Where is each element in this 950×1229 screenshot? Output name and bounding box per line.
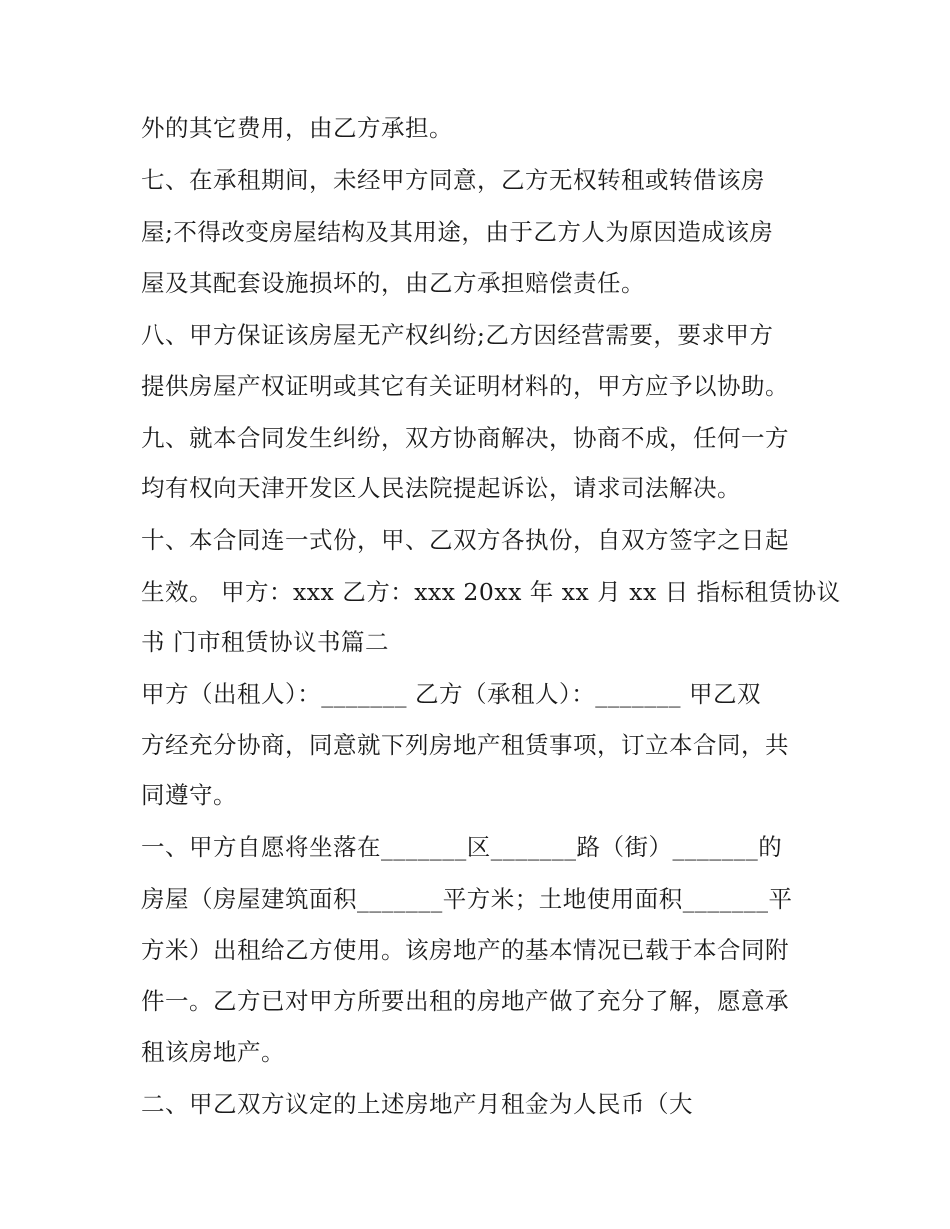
text-line: 八、甲方保证该房屋无产权纠纷;乙方因经营需要，要求甲方 (141, 321, 774, 349)
text-line: 书 门市租赁协议书篇二 (141, 628, 389, 656)
text-line: 生效。 甲方：xxx 乙方：xxx 20xx 年 xx 月 xx 日 指标租赁协议 (141, 578, 841, 606)
text-line: 屋;不得改变房屋结构及其用途，由于乙方人为原因造成该房 (141, 218, 774, 246)
text-line: 一、甲方自愿将坐落在_______区_______路（街）_______的 (141, 833, 783, 861)
text-line: 方米）出租给乙方使用。该房地产的基本情况已载于本合同附 (141, 936, 789, 964)
text-line: 提供房屋产权证明或其它有关证明材料的，甲方应予以协助。 (141, 372, 789, 400)
text-line: 均有权向天津开发区人民法院提起诉讼，请求司法解决。 (141, 474, 741, 502)
text-line: 外的其它费用，由乙方承担。 (141, 114, 453, 142)
text-line: 十、本合同连一式份，甲、乙双方各执份，自双方签字之日起 (141, 526, 789, 554)
text-line: 七、在承租期间，未经甲方同意，乙方无权转租或转借该房 (141, 166, 765, 194)
text-line: 租该房地产。 (141, 1038, 285, 1066)
text-line: 同遵守。 (141, 781, 237, 809)
text-line: 方经充分协商，同意就下列房地产租赁事项，订立本合同，共 (141, 731, 789, 759)
text-line: 件一。乙方已对甲方所要出租的房地产做了充分了解，愿意承 (141, 987, 789, 1015)
text-line: 九、就本合同发生纠纷，双方协商解决，协商不成，任何一方 (141, 424, 789, 452)
text-line: 二、甲乙双方议定的上述房地产月租金为人民币（大 (141, 1090, 693, 1118)
text-line: 屋及其配套设施损坏的，由乙方承担赔偿责任。 (141, 269, 645, 297)
text-line: 房屋（房屋建筑面积_______平方米；土地使用面积_______平 (141, 885, 793, 913)
text-line: 甲方（出租人）：_______ 乙方（承租人）：_______ 甲乙双 (141, 680, 761, 708)
